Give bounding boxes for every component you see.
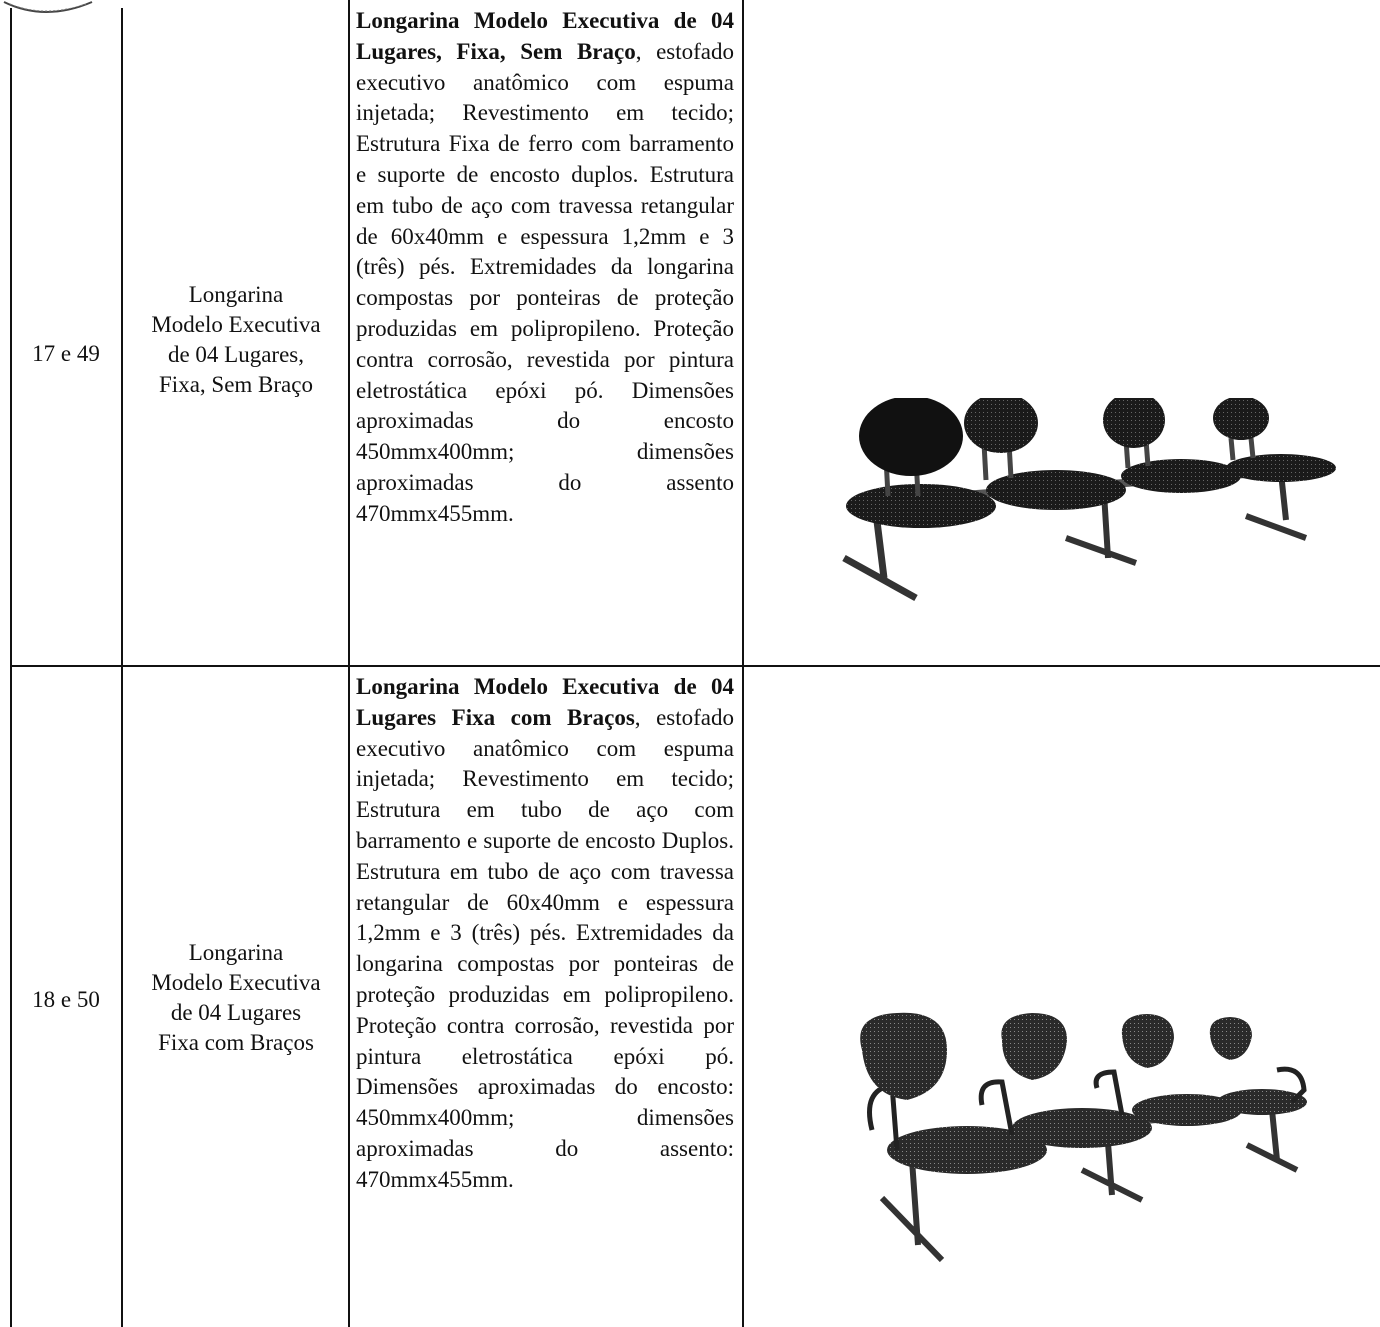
seal-fragment-icon (0, 0, 95, 14)
item-description (356, 6, 734, 530)
table-divider-1 (121, 8, 123, 1327)
four-seat-bench-icon (826, 398, 1338, 606)
row-separator (10, 665, 1380, 667)
description-body: , estofado executivo anatômico com espuma injetada; Revestimento em tecido; Estrutura em tubo de aço com barramento e suporte de encosto Duplos. Estrutura em tubo de aço com travessa retangular de 60x40mm e espessura 1,2mm e 3 (três) pés. Extremidades da longarina compostas por ponteiras de proteção produzidas em polipropileno. Proteção contra corrosão, revestida por pintura eletrostática epóxi pó. Dimensões aproximadas do encosto: 450mmx400mm; dimensões aproximadas do assento: 470mmx455mm. (356, 704, 734, 1192)
description-body: , estofado executivo anatômico com espuma injetada; Revestimento em tecido; Estrutura Fixa de ferro com barramento e suporte de encosto duplos. Estrutura em tubo de aço com travessa retangular de 60x40mm e espessura 1,2mm e 3 (três) pés. Extremidades da longarina compostas por ponteiras de proteção produzidas em polipropileno. Proteção contra corrosão, revestida por pintura eletrostática epóxi pó. Dimensões aproximadas do encosto 450mmx400mm; dimensões aproximadas do assento 470mmx455mm. (356, 38, 734, 526)
item-name: Longarina Modelo Executiva de 04 Lugares, Fixa, Sem Braço (151, 282, 321, 397)
item-description (356, 672, 734, 1196)
item-number: 17 e 49 (32, 341, 100, 366)
table-border-left (10, 8, 12, 1327)
four-seat-bench-with-arms-icon (852, 1010, 1312, 1270)
description-title: Longarina Modelo Executiva de 04 Lugares, Fixa, Sem Braço (356, 8, 734, 64)
item-number: 18 e 50 (32, 987, 100, 1012)
table-divider-2 (348, 0, 350, 1327)
table-divider-3 (742, 0, 744, 1327)
item-name: Longarina Modelo Executiva de 04 Lugares Fixa com Braços (151, 940, 321, 1055)
description-title: Longarina Modelo Executiva de 04 Lugares Fixa com Braços (356, 674, 734, 730)
